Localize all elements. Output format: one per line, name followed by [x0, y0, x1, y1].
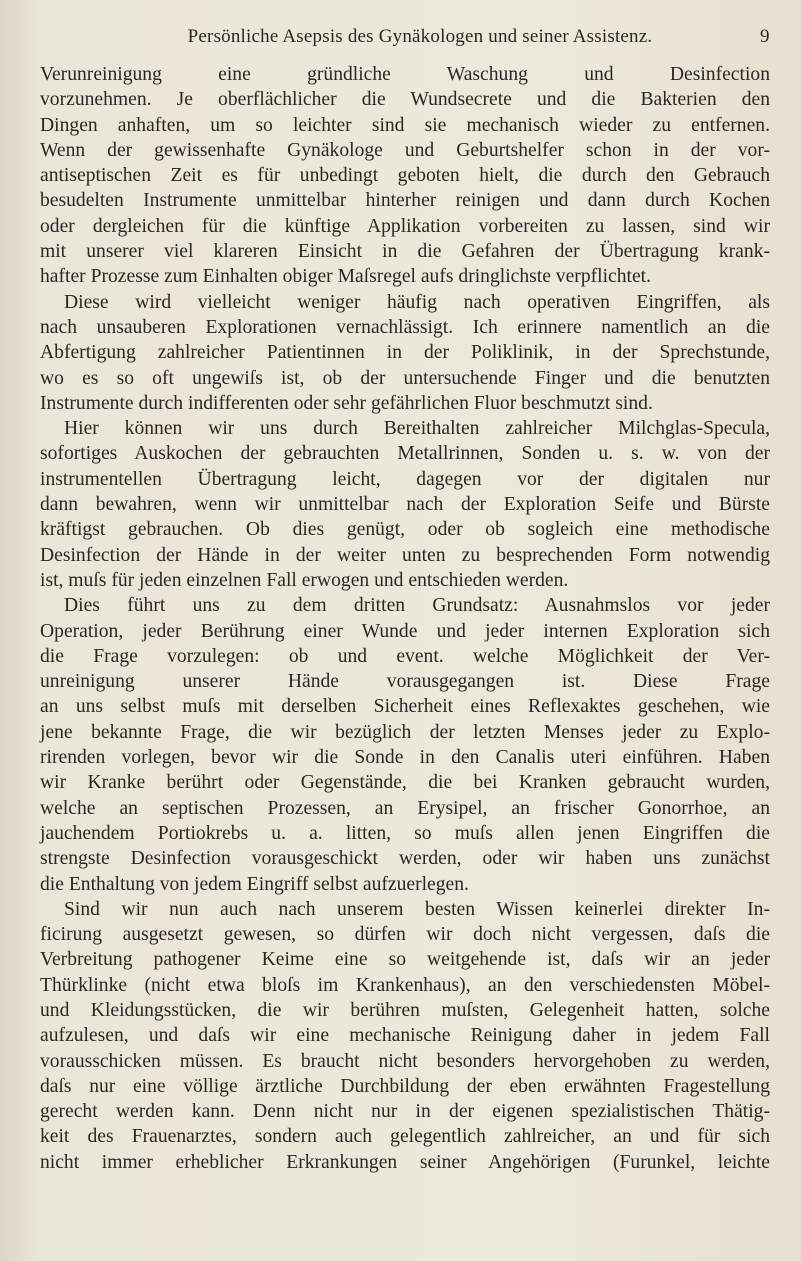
- text-line: vorzunehmen. Je oberflächlicher die Wundsecrete und die Bakterien den: [40, 89, 770, 111]
- text-line: strengste Desinfection vorausgeschickt werden, oder wir haben uns zunächst: [40, 848, 770, 870]
- text-line: wo es so oft ungewiſs ist, ob der untersuchende Finger und die benutzten: [40, 367, 770, 389]
- text-line: Instrumente durch indifferenten oder sehr gefährlichen Fluor beschmutzt sind.: [40, 392, 653, 414]
- text-line: sofortiges Auskochen der gebrauchten Metallrinnen, Sonden u. s. w. von der: [40, 443, 770, 465]
- text-line: besudelten Instrumente unmittelbar hinterher reinigen und dann durch Kochen: [40, 190, 770, 212]
- text-line: aufzulesen, und daſs wir eine mechanische Reinigung daher in jedem Fall: [40, 1025, 770, 1047]
- text-line: antiseptischen Zeit es für unbedingt geboten hielt, die durch den Gebrauch: [40, 165, 770, 187]
- text-line: oder dergleichen für die künftige Applikation vorbereiten zu lassen, sind wir: [40, 215, 770, 237]
- text-line: ficirung ausgesetzt gewesen, so dürfen wir doch nicht vergessen, daſs die: [40, 924, 770, 946]
- text-line: die Frage vorzulegen: ob und event. welche Möglichkeit der Ver-: [40, 645, 770, 667]
- running-header: Persönliche Asepsis des Gynäkologen und seiner Assistenz.: [187, 26, 653, 47]
- text-line: Desinfection der Hände in der weiter unten zu besprechenden Form notwendig: [40, 544, 770, 566]
- text-line: kräftigst gebrauchen. Ob dies genügt, oder ob sogleich eine methodische: [40, 519, 770, 541]
- text-line: Sind wir nun auch nach unserem besten Wissen keinerlei direkter In-: [64, 898, 770, 920]
- text-line: mit unserer viel klareren Einsicht in die Gefahren der Übertragung krank-: [40, 241, 770, 263]
- text-line: Verunreinigung eine gründliche Waschung und Desinfection: [40, 64, 770, 85]
- text-line: Hier können wir uns durch Bereithalten zahlreicher Milchglas-Specula,: [64, 418, 770, 440]
- text-line: wir Kranke berührt oder Gegenstände, die bei Kranken gebraucht wurden,: [40, 772, 770, 794]
- text-line: hafter Prozesse zum Einhalten obiger Maſsregel aufs dringlichste verpflichtet.: [40, 266, 652, 288]
- text-line: Diese wird vielleicht weniger häufig nach operativen Eingriffen, als: [64, 291, 770, 313]
- text-line: ist, muſs für jeden einzelnen Fall erwogen und entschieden werden.: [40, 569, 569, 591]
- text-line: die Enthaltung von jedem Eingriff selbst aufzuerlegen.: [40, 873, 469, 895]
- text-line: nach unsauberen Explorationen vernachlässigt. Ich erinnere namentlich an die: [40, 316, 770, 338]
- text-line: welche an septischen Prozessen, an Erysipel, an frischer Gonorrhoe, an: [40, 797, 770, 819]
- text-line: daſs nur eine völlige ärztliche Durchbildung der eben erwähnten Fragestellung: [40, 1075, 770, 1097]
- text-line: jene bekannte Frage, die wir bezüglich der letzten Menses jeder zu Explo-: [40, 721, 770, 743]
- text-line: dann bewahren, wenn wir unmittelbar nach der Exploration Seife und Bürste: [40, 494, 770, 516]
- text-line: jauchendem Portiokrebs u. a. litten, so muſs allen jenen Eingriffen die: [40, 822, 770, 844]
- text-line: Wenn der gewissenhafte Gynäkologe und Geburtshelfer schon in der vor-: [40, 139, 770, 161]
- body-text: [40, 62, 770, 1175]
- text-line: vorausschicken müssen. Es braucht nicht besonders hervorgehoben zu werden,: [40, 1050, 770, 1072]
- text-line: Operation, jeder Berührung einer Wunde und jeder internen Exploration sich: [40, 620, 770, 642]
- page-number: 9: [760, 26, 770, 47]
- text-line: nicht immer erheblicher Erkrankungen seiner Angehörigen (Furunkel, leichte: [40, 1151, 770, 1173]
- text-line: und Kleidungsstücken, die wir berühren muſsten, Gelegenheit hatten, solche: [40, 999, 770, 1021]
- text-line: keit des Frauenarztes, sondern auch gelegentlich zahlreicher, an und für sich: [40, 1126, 770, 1148]
- text-line: gerecht werden kann. Denn nicht nur in der eigenen spezialistischen Thätig-: [40, 1101, 770, 1123]
- text-line: Verbreitung pathogener Keime eine so weitgehende ist, daſs wir an jeder: [40, 949, 770, 971]
- text-line: instrumentellen Übertragung leicht, dagegen vor der digitalen nur: [40, 468, 770, 490]
- text-line: Abfertigung zahlreicher Patientinnen in der Poliklinik, in der Sprechstunde,: [40, 342, 770, 364]
- text-line: Thürklinke (nicht etwa bloſs im Krankenhaus), an den verschiedensten Möbel-: [40, 974, 770, 996]
- text-line: an uns selbst muſs mit derselben Sicherheit eines Reflexaktes geschehen, wie: [40, 696, 770, 718]
- text-line: Dies führt uns zu dem dritten Grundsatz: Ausnahmslos vor jeder: [64, 595, 770, 617]
- text-line: Dingen anhaften, um so leichter sind sie mechanisch wieder zu entfernen.: [40, 114, 770, 136]
- text-line: rirenden vorlegen, bevor wir die Sonde in den Canalis uteri einführen. Haben: [40, 747, 770, 769]
- text-line: unreinigung unserer Hände vorausgegangen ist. Diese Frage: [40, 671, 770, 693]
